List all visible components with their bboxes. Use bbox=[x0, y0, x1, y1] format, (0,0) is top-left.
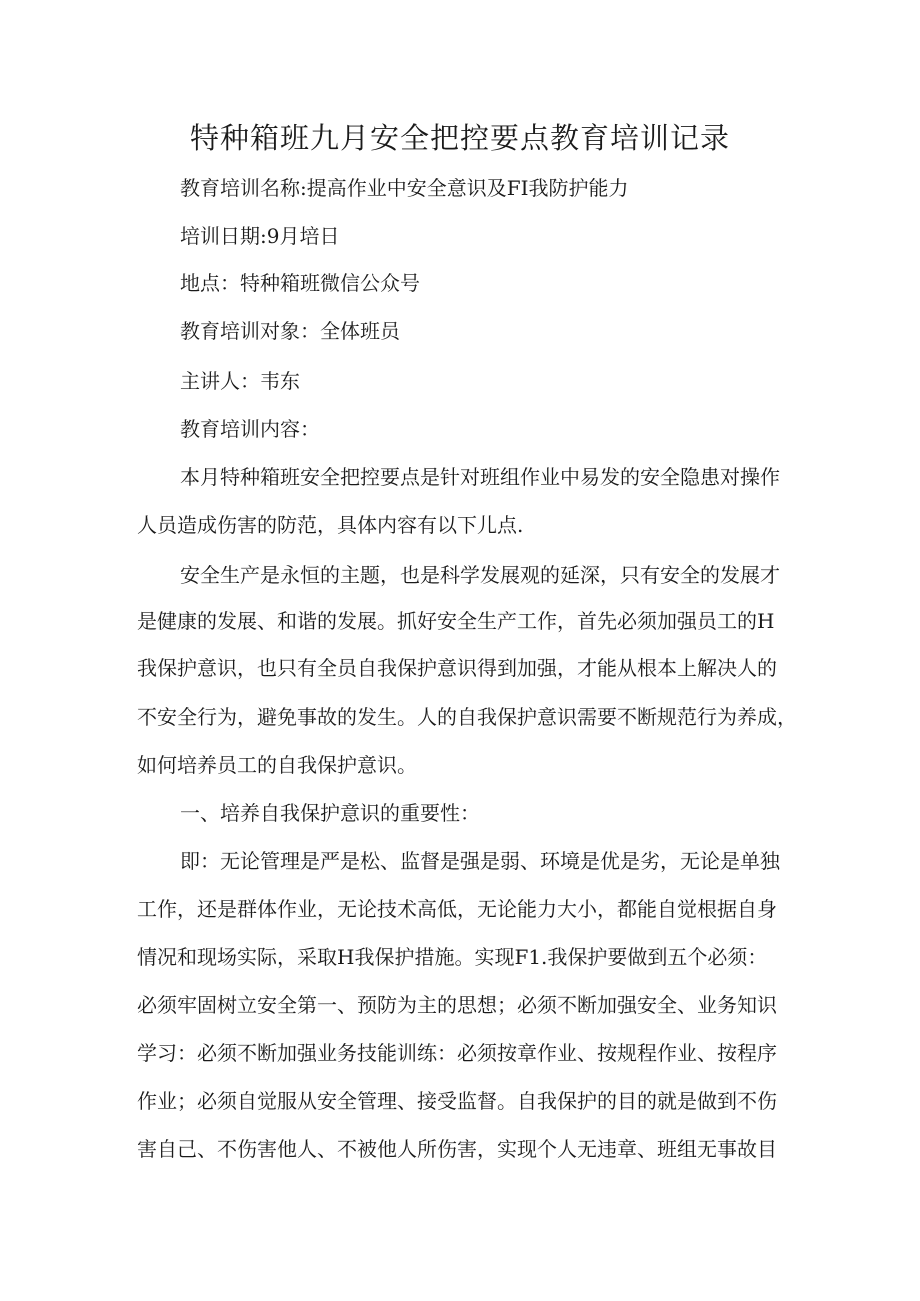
paragraph-line: 即：无论管理是严是松、监督是强是弱、环境是优是劣，无论是单独 bbox=[180, 849, 780, 873]
section-heading: 一、培养自我保护意识的重要性： bbox=[180, 801, 480, 825]
paragraph-line: 工作，还是群体作业，无论技术高低，无论能力大小，都能自觉根据自身 bbox=[137, 897, 777, 921]
training-name-line: 教育培训名称:提高作业中安全意识及FI我防护能力 bbox=[180, 176, 629, 200]
paragraph-line: 人员造成伤害的防范，具体内容有以下儿点. bbox=[137, 513, 524, 537]
paragraph-line: 是健康的发展、和谐的发展。抓好安全生产工作，首先必须加强员工的H bbox=[137, 609, 775, 633]
training-speaker-line: 主讲人：韦东 bbox=[180, 369, 300, 393]
paragraph-line: 害自己、不伤害他人、不被他人所伤害，实现个人无违章、班组无事故目 bbox=[137, 1137, 777, 1161]
training-place-line: 地点：特种箱班微信公众号 bbox=[180, 271, 420, 295]
paragraph-line: 作业；必须自觉服从安全管理、接受监督。自我保护的目的就是做到不伤 bbox=[137, 1089, 777, 1113]
paragraph-line: 情况和现场实际，采取H我保护措施。实现F1.我保护要做到五个必须： bbox=[137, 945, 768, 969]
paragraph-line: 必须牢固树立安全第一、预防为主的思想；必须不断加强安全、业务知识 bbox=[137, 993, 777, 1017]
document-title: 特种箱班九月安全把控要点教育培训记录 bbox=[189, 121, 730, 155]
paragraph-line: 本月特种箱班安全把控要点是针对班组作业中易发的安全隐患对操作 bbox=[180, 465, 780, 489]
paragraph-line: 如何培养员工的自我保护意识。 bbox=[137, 753, 417, 777]
paragraph-line: 我保护意识，也只有全员自我保护意识得到加强，才能从根本上解决人的 bbox=[137, 656, 777, 680]
paragraph-line: 学习：必须不断加强业务技能训练：必须按章作业、按规程作业、按程序 bbox=[137, 1041, 777, 1065]
training-content-heading: 教育培训内容： bbox=[180, 417, 320, 441]
training-date-line: 培训日期:9月培日 bbox=[180, 224, 340, 248]
paragraph-line: 不安全行为，避免事故的发生。人的自我保护意识需要不断规范行为养成， bbox=[137, 705, 797, 729]
paragraph-line: 安全生产是永恒的主题，也是科学发展观的延深，只有安全的发展才 bbox=[180, 563, 780, 587]
training-audience-line: 教育培训对象：全体班员 bbox=[180, 319, 400, 343]
